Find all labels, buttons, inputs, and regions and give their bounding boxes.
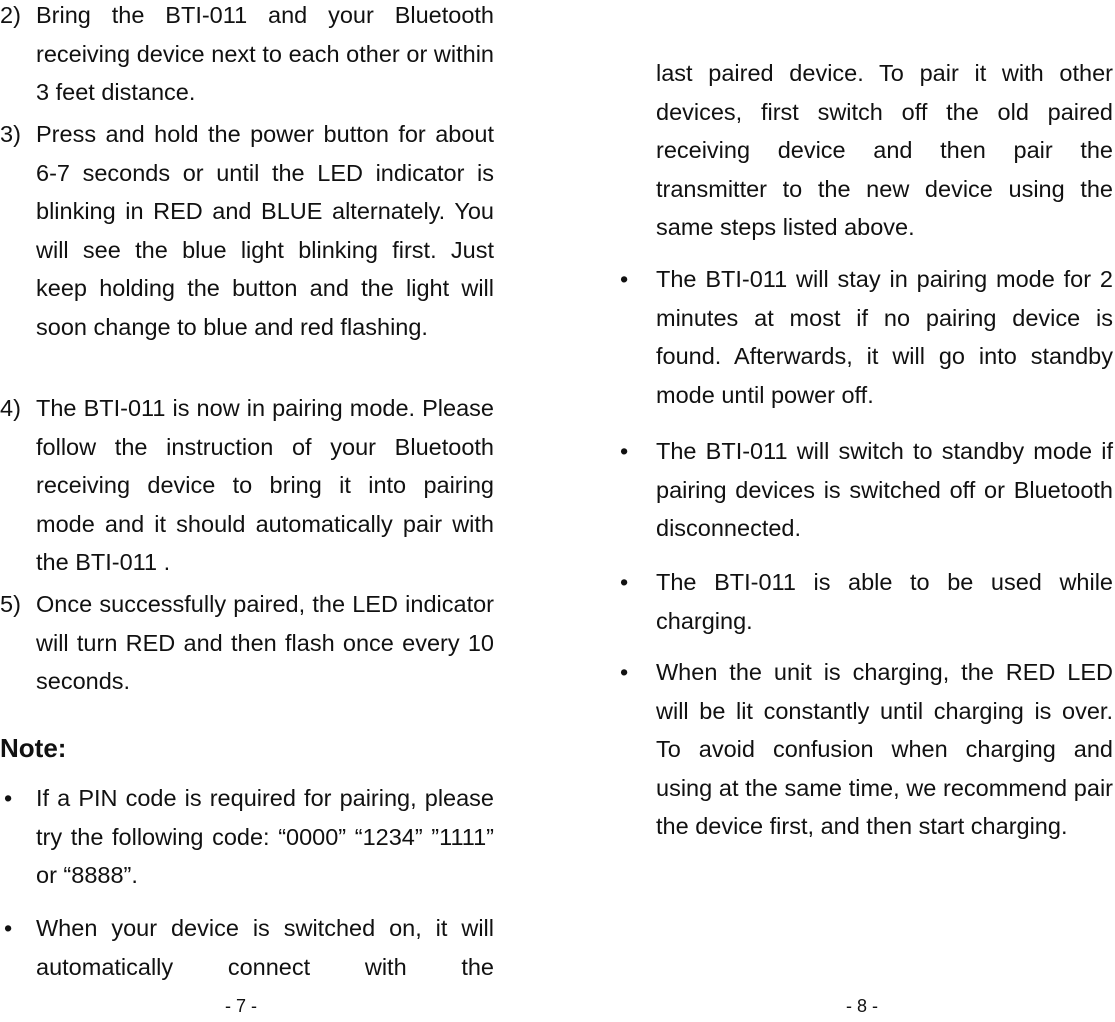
note-bullet-pin: • bbox=[4, 785, 13, 811]
note-bullet-pairing-timeout: • bbox=[620, 266, 629, 292]
note-pairing-timeout-text: The BTI-011 will stay in pairing mode for 2 minutes at most if no pairing device is found. Afterwards, it will go into standby mode until power off. bbox=[656, 266, 1113, 408]
note-charging-use-text: The BTI-011 is able to be used while charging. bbox=[656, 569, 1113, 634]
step-2-marker: 2) bbox=[0, 2, 21, 28]
note-charging-led-text: When the unit is charging, the RED LED will be lit constantly until charging is over. To avoid confusion when charging and using at the same time, we recommend pair the device first, and then start charging. bbox=[656, 659, 1113, 839]
note-bullet-standby: • bbox=[620, 438, 629, 464]
left-page bbox=[0, 0, 500, 1022]
page-number-left: - 7 - bbox=[225, 996, 258, 1016]
note-bullet-charging-use: • bbox=[620, 569, 629, 595]
note-heading: Note: bbox=[0, 733, 67, 763]
note-bullet-charging-led: • bbox=[620, 659, 629, 685]
page-number-right: - 8 - bbox=[846, 996, 879, 1016]
step-4-marker: 4) bbox=[0, 395, 21, 421]
step-3-marker: 3) bbox=[0, 121, 21, 147]
note-standby-text: The BTI-011 will switch to standby mode if pairing devices is switched off or Bluetooth disconnected. bbox=[656, 438, 1113, 541]
note-auto-connect-text: When your device is switched on, it will automatically connect with the bbox=[36, 915, 494, 980]
right-page bbox=[616, 0, 1114, 1022]
step-3-text: Press and hold the power button for about 6-7 seconds or until the LED indicator is blinking in RED and BLUE alternately. You will see the blue light blinking first. Just keep holding the button and the light will soon change to blue and red flashing. bbox=[36, 121, 494, 340]
step-4-text: The BTI-011 is now in pairing mode. Please follow the instruction of your Bluetooth receiving device to bring it into pairing mode and it should automatically pair with the BTI-011 . bbox=[36, 395, 494, 575]
step-5-text: Once successfully paired, the LED indicator will turn RED and then flash once every 10 seconds. bbox=[36, 591, 494, 694]
step-2-text: Bring the BTI-011 and your Bluetooth receiving device next to each other or within 3 feet distance. bbox=[36, 2, 494, 105]
note-pin-code-text: If a PIN code is required for pairing, please try the following code: “0000” “1234” ”1111” or “8888”. bbox=[36, 785, 494, 888]
note-bullet-auto-connect: • bbox=[4, 915, 13, 941]
note-auto-connect-continuation: last paired device. To pair it with other devices, first switch off the old paired receiving device and then pair the transmitter to the new device using the same steps listed above. bbox=[656, 60, 1113, 240]
step-5-marker: 5) bbox=[0, 591, 21, 617]
